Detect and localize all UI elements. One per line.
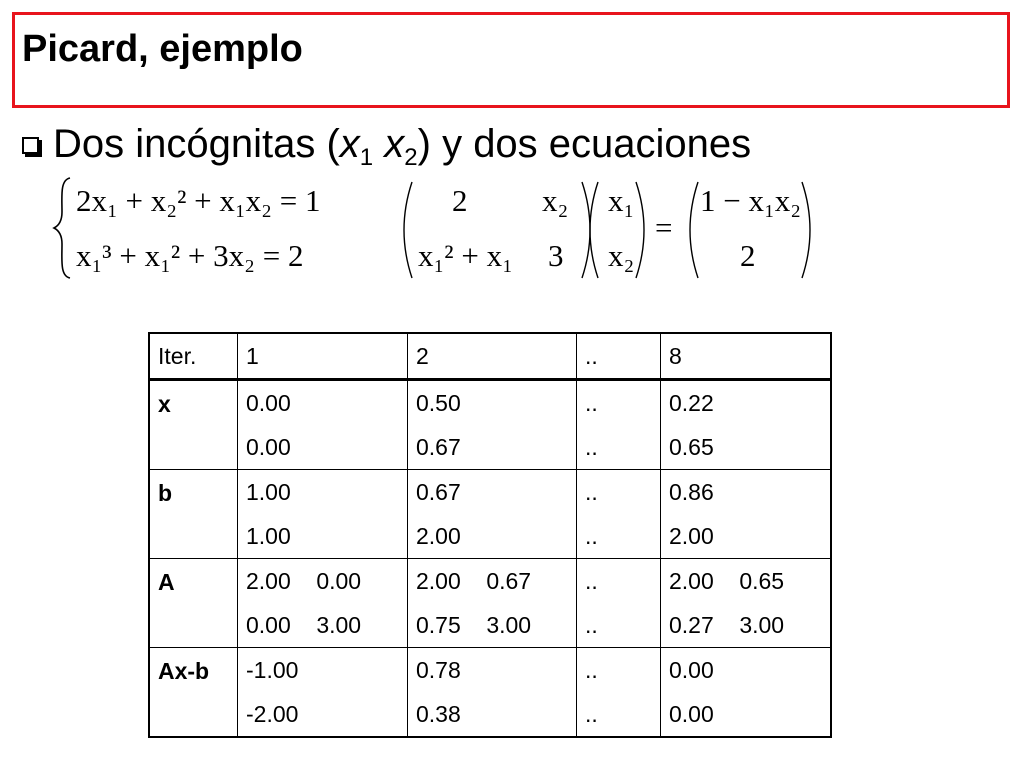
- matrix-a21: x₁² + x₁: [418, 238, 513, 273]
- table-cell: 1.00: [238, 470, 408, 515]
- table-row: [149, 425, 831, 470]
- table-cell: ..: [577, 425, 661, 470]
- table-cell: ..: [577, 559, 661, 604]
- table-cell: 0.27 3.00: [669, 611, 785, 638]
- header-cell: ..: [577, 333, 661, 380]
- equation-2: x₁³ + x₁² + 3x₂ = 2: [76, 238, 304, 273]
- table-cell: ..: [577, 603, 661, 648]
- header-cell: 8: [669, 342, 682, 369]
- header-cell: Iter.: [149, 333, 238, 380]
- table-cell: 0.67: [408, 470, 577, 515]
- table-row: [149, 692, 831, 737]
- table-cell: 0.75 3.00: [408, 603, 577, 648]
- header-cell: 2: [408, 333, 577, 380]
- bullet-point: [22, 122, 751, 172]
- row-label-x: x: [149, 380, 238, 470]
- table-cell: 0.00: [238, 380, 408, 426]
- table-cell: 0.00 3.00: [238, 603, 408, 648]
- matrix-a11: 2: [452, 183, 468, 218]
- table-cell: 2.00: [669, 522, 714, 549]
- table-cell: 2.00: [408, 514, 577, 559]
- var-x1: x: [339, 122, 360, 166]
- table-cell: 0.67: [408, 425, 577, 470]
- bullet-prefix: Dos incógnitas (: [53, 122, 340, 166]
- table-cell: 0.22: [669, 389, 714, 416]
- square-bullet-icon: [22, 137, 39, 154]
- table-cell: ..: [577, 648, 661, 693]
- vector-x1: x₁: [608, 183, 635, 218]
- table-cell: 0.86: [669, 478, 714, 505]
- matrix-a12: x₂: [542, 183, 569, 218]
- table-cell: -2.00: [238, 692, 408, 737]
- table-cell: 0.50: [408, 380, 577, 426]
- vector-b2: 2: [740, 238, 756, 273]
- table-cell: ..: [577, 470, 661, 515]
- table-row: [149, 514, 831, 559]
- table-row: [149, 380, 831, 426]
- vector-x2: x₂: [608, 238, 635, 273]
- iteration-table: [148, 332, 832, 738]
- table-row: [149, 559, 831, 604]
- table-cell: 0.00: [669, 700, 714, 727]
- table-cell: -1.00: [238, 648, 408, 693]
- matrix-a22: 3: [548, 238, 564, 273]
- table-cell: 0.78: [408, 648, 577, 693]
- left-brace-icon: [52, 176, 78, 280]
- header-cell: 1: [238, 333, 408, 380]
- table-row: [149, 470, 831, 515]
- row-label-a: A: [149, 559, 238, 648]
- row-label-b: b: [149, 470, 238, 559]
- table-row: [149, 648, 831, 693]
- table-row: [149, 603, 831, 648]
- equals-sign: =: [655, 210, 673, 245]
- vector-b1: 1 − x₁x₂: [700, 183, 802, 218]
- table-cell: 2.00 0.65: [669, 567, 785, 594]
- equation-1: 2x₁ + x₂² + x₁x₂ = 1: [76, 183, 321, 218]
- subscript-1: 1: [359, 144, 374, 171]
- table-cell: 2.00 0.67: [408, 559, 577, 604]
- row-label-residual: Ax-b: [149, 648, 238, 738]
- table-cell: ..: [577, 380, 661, 426]
- var-x2: x: [384, 122, 405, 166]
- slide-title: Picard, ejemplo: [22, 28, 303, 70]
- table-cell: 1.00: [238, 514, 408, 559]
- subscript-2: 2: [404, 144, 418, 171]
- table-cell: 0.65: [669, 433, 714, 460]
- table-cell: 0.38: [408, 692, 577, 737]
- bullet-suffix: ) y dos ecuaciones: [417, 122, 752, 166]
- table-cell: 0.00: [238, 425, 408, 470]
- table-header-row: [149, 333, 831, 380]
- table-cell: 0.00: [669, 656, 714, 683]
- table-cell: 2.00 0.00: [238, 559, 408, 604]
- table-cell: ..: [577, 692, 661, 737]
- table-cell: ..: [577, 514, 661, 559]
